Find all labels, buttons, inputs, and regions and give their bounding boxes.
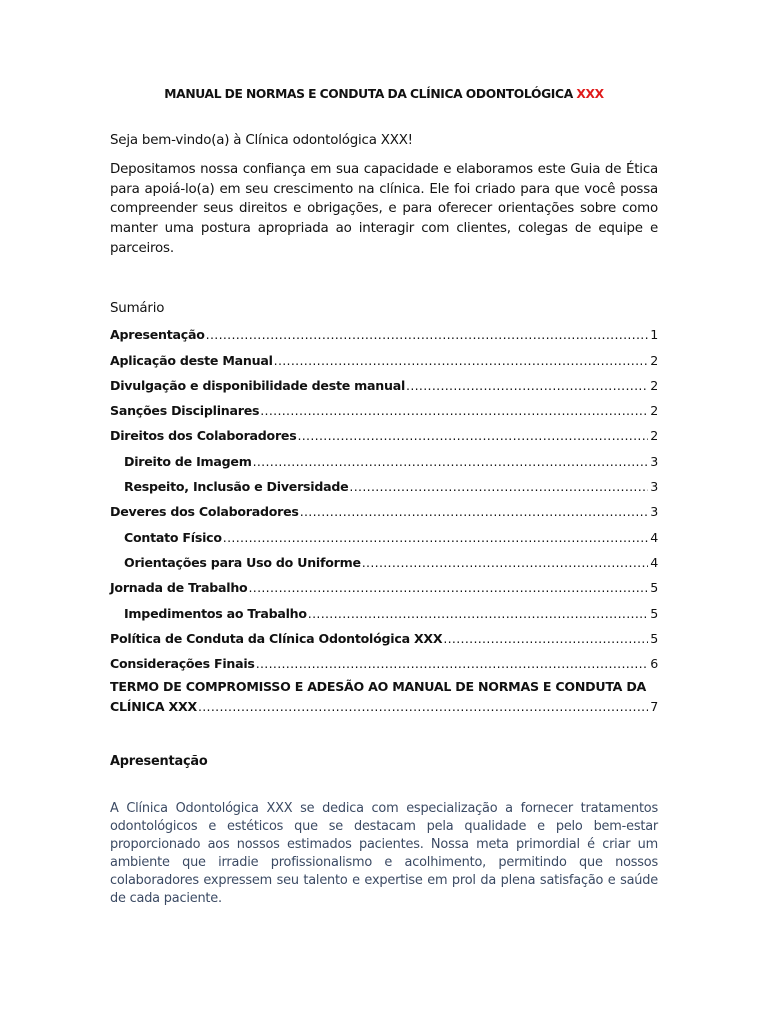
title-accent: XXX	[576, 87, 604, 101]
toc-page-number: 2	[650, 428, 658, 444]
section-heading-apresentacao: Apresentação	[110, 754, 208, 769]
toc-leader	[443, 629, 648, 648]
toc-entry-label: Orientações para Uso do Uniforme	[124, 554, 361, 570]
toc-entry-politica[interactable]	[110, 623, 658, 648]
toc-entry-label: Respeito, Inclusão e Diversidade	[124, 479, 349, 495]
toc-leader	[260, 401, 648, 420]
toc-page-number: 3	[650, 504, 658, 520]
document-title	[0, 87, 768, 101]
toc-page-number: 7	[650, 698, 658, 714]
toc-page-number: 5	[650, 580, 658, 596]
toc-entry-divulgacao[interactable]	[110, 370, 658, 395]
toc-entry-label: Apresentação	[110, 327, 205, 343]
toc-entry-label: Aplicação deste Manual	[110, 352, 273, 368]
title-text: MANUAL DE NORMAS E CONDUTA DA CLÍNICA ODONTOLÓGICA	[164, 87, 573, 101]
toc-leader	[256, 654, 649, 673]
toc-page-number: 5	[650, 605, 658, 621]
toc-page-number: 3	[650, 453, 658, 469]
toc-entry-label: Sanções Disciplinares	[110, 403, 260, 419]
toc-page-number: 4	[650, 554, 658, 570]
toc-entry-label-line1: TERMO DE COMPROMISSO E ADESÃO AO MANUAL DE NORMAS E CONDUTA DA	[110, 679, 647, 695]
toc-page-number: 5	[650, 630, 658, 646]
intro-paragraph: Depositamos nossa confiança em sua capacidade e elaboramos este Guia de Ética para apoiá-lo(a) em seu crescimento na clínica. Ele foi criado para que você possa compreender seus direitos e obrigações, e para oferecer orientações sobre como manter uma postura apropriada ao interagir com clientes, colegas de equipe e parceiros.	[110, 162, 658, 256]
toc-entry-label: Considerações Finais	[110, 656, 255, 672]
table-of-contents	[110, 319, 658, 716]
toc-leader	[206, 325, 649, 344]
toc-entry-termo[interactable]	[110, 673, 658, 716]
toc-entry-sancoes[interactable]	[110, 395, 658, 420]
toc-entry-impedimentos[interactable]	[110, 597, 658, 622]
toc-entry-contato-fisico[interactable]	[110, 521, 658, 546]
toc-page-number: 1	[650, 327, 658, 343]
toc-page-number: 6	[650, 656, 658, 672]
toc-leader	[308, 604, 648, 623]
toc-entry-label: Direito de Imagem	[124, 453, 252, 469]
toc-leader	[198, 697, 648, 717]
section-body-paragraph: A Clínica Odontológica XXX se dedica com especialização a fornecer tratamentos odontológicos e estéticos que se destacam pela qualidade e pelo bem-estar proporcionado aos nossos estimados pacientes. Nossa meta primordial é criar um ambiente que irradie profissionalismo e acolhimento, permitindo que nossos colaboradores expressem seu talento e expertise em prol da plena satisfação e saúde de cada paciente.	[110, 801, 658, 906]
toc-leader	[223, 528, 648, 547]
toc-page-number: 2	[650, 352, 658, 368]
toc-entry-respeito[interactable]	[110, 471, 658, 496]
toc-page-number: 2	[650, 377, 658, 393]
toc-leader	[297, 426, 648, 445]
toc-entry-jornada[interactable]	[110, 572, 658, 597]
toc-entry-deveres[interactable]	[110, 496, 658, 521]
welcome-line: Seja bem-vindo(a) à Clínica odontológica XXX!	[110, 133, 413, 148]
toc-leader	[406, 376, 648, 395]
toc-entry-label: Divulgação e disponibilidade deste manual	[110, 377, 406, 393]
toc-entry-label-line2: CLÍNICA XXX	[110, 698, 197, 714]
toc-entry-consideracoes[interactable]	[110, 648, 658, 673]
toc-entry-uniforme[interactable]	[110, 547, 658, 572]
toc-entry-label: Impedimentos ao Trabalho	[124, 605, 307, 621]
toc-page-number: 4	[650, 529, 658, 545]
toc-entry-aplicacao[interactable]	[110, 344, 658, 369]
toc-entry-label: Contato Físico	[124, 529, 222, 545]
toc-entry-label: Política de Conduta da Clínica Odontológica XXX	[110, 630, 443, 646]
toc-leader	[274, 351, 649, 370]
toc-entry-label: Jornada de Trabalho	[110, 580, 248, 596]
toc-leader	[349, 477, 648, 496]
toc-leader	[248, 578, 648, 597]
toc-entry-direitos[interactable]	[110, 420, 658, 445]
toc-entry-label: Deveres dos Colaboradores	[110, 504, 299, 520]
toc-leader	[300, 502, 649, 521]
toc-leader	[362, 553, 649, 572]
toc-entry-label: Direitos dos Colaboradores	[110, 428, 297, 444]
toc-entry-direito-imagem[interactable]	[110, 445, 658, 470]
toc-heading: Sumário	[110, 301, 165, 316]
toc-page-number: 2	[650, 403, 658, 419]
toc-page-number: 3	[650, 479, 658, 495]
toc-leader	[253, 452, 649, 471]
toc-entry-apresentacao[interactable]	[110, 319, 658, 344]
